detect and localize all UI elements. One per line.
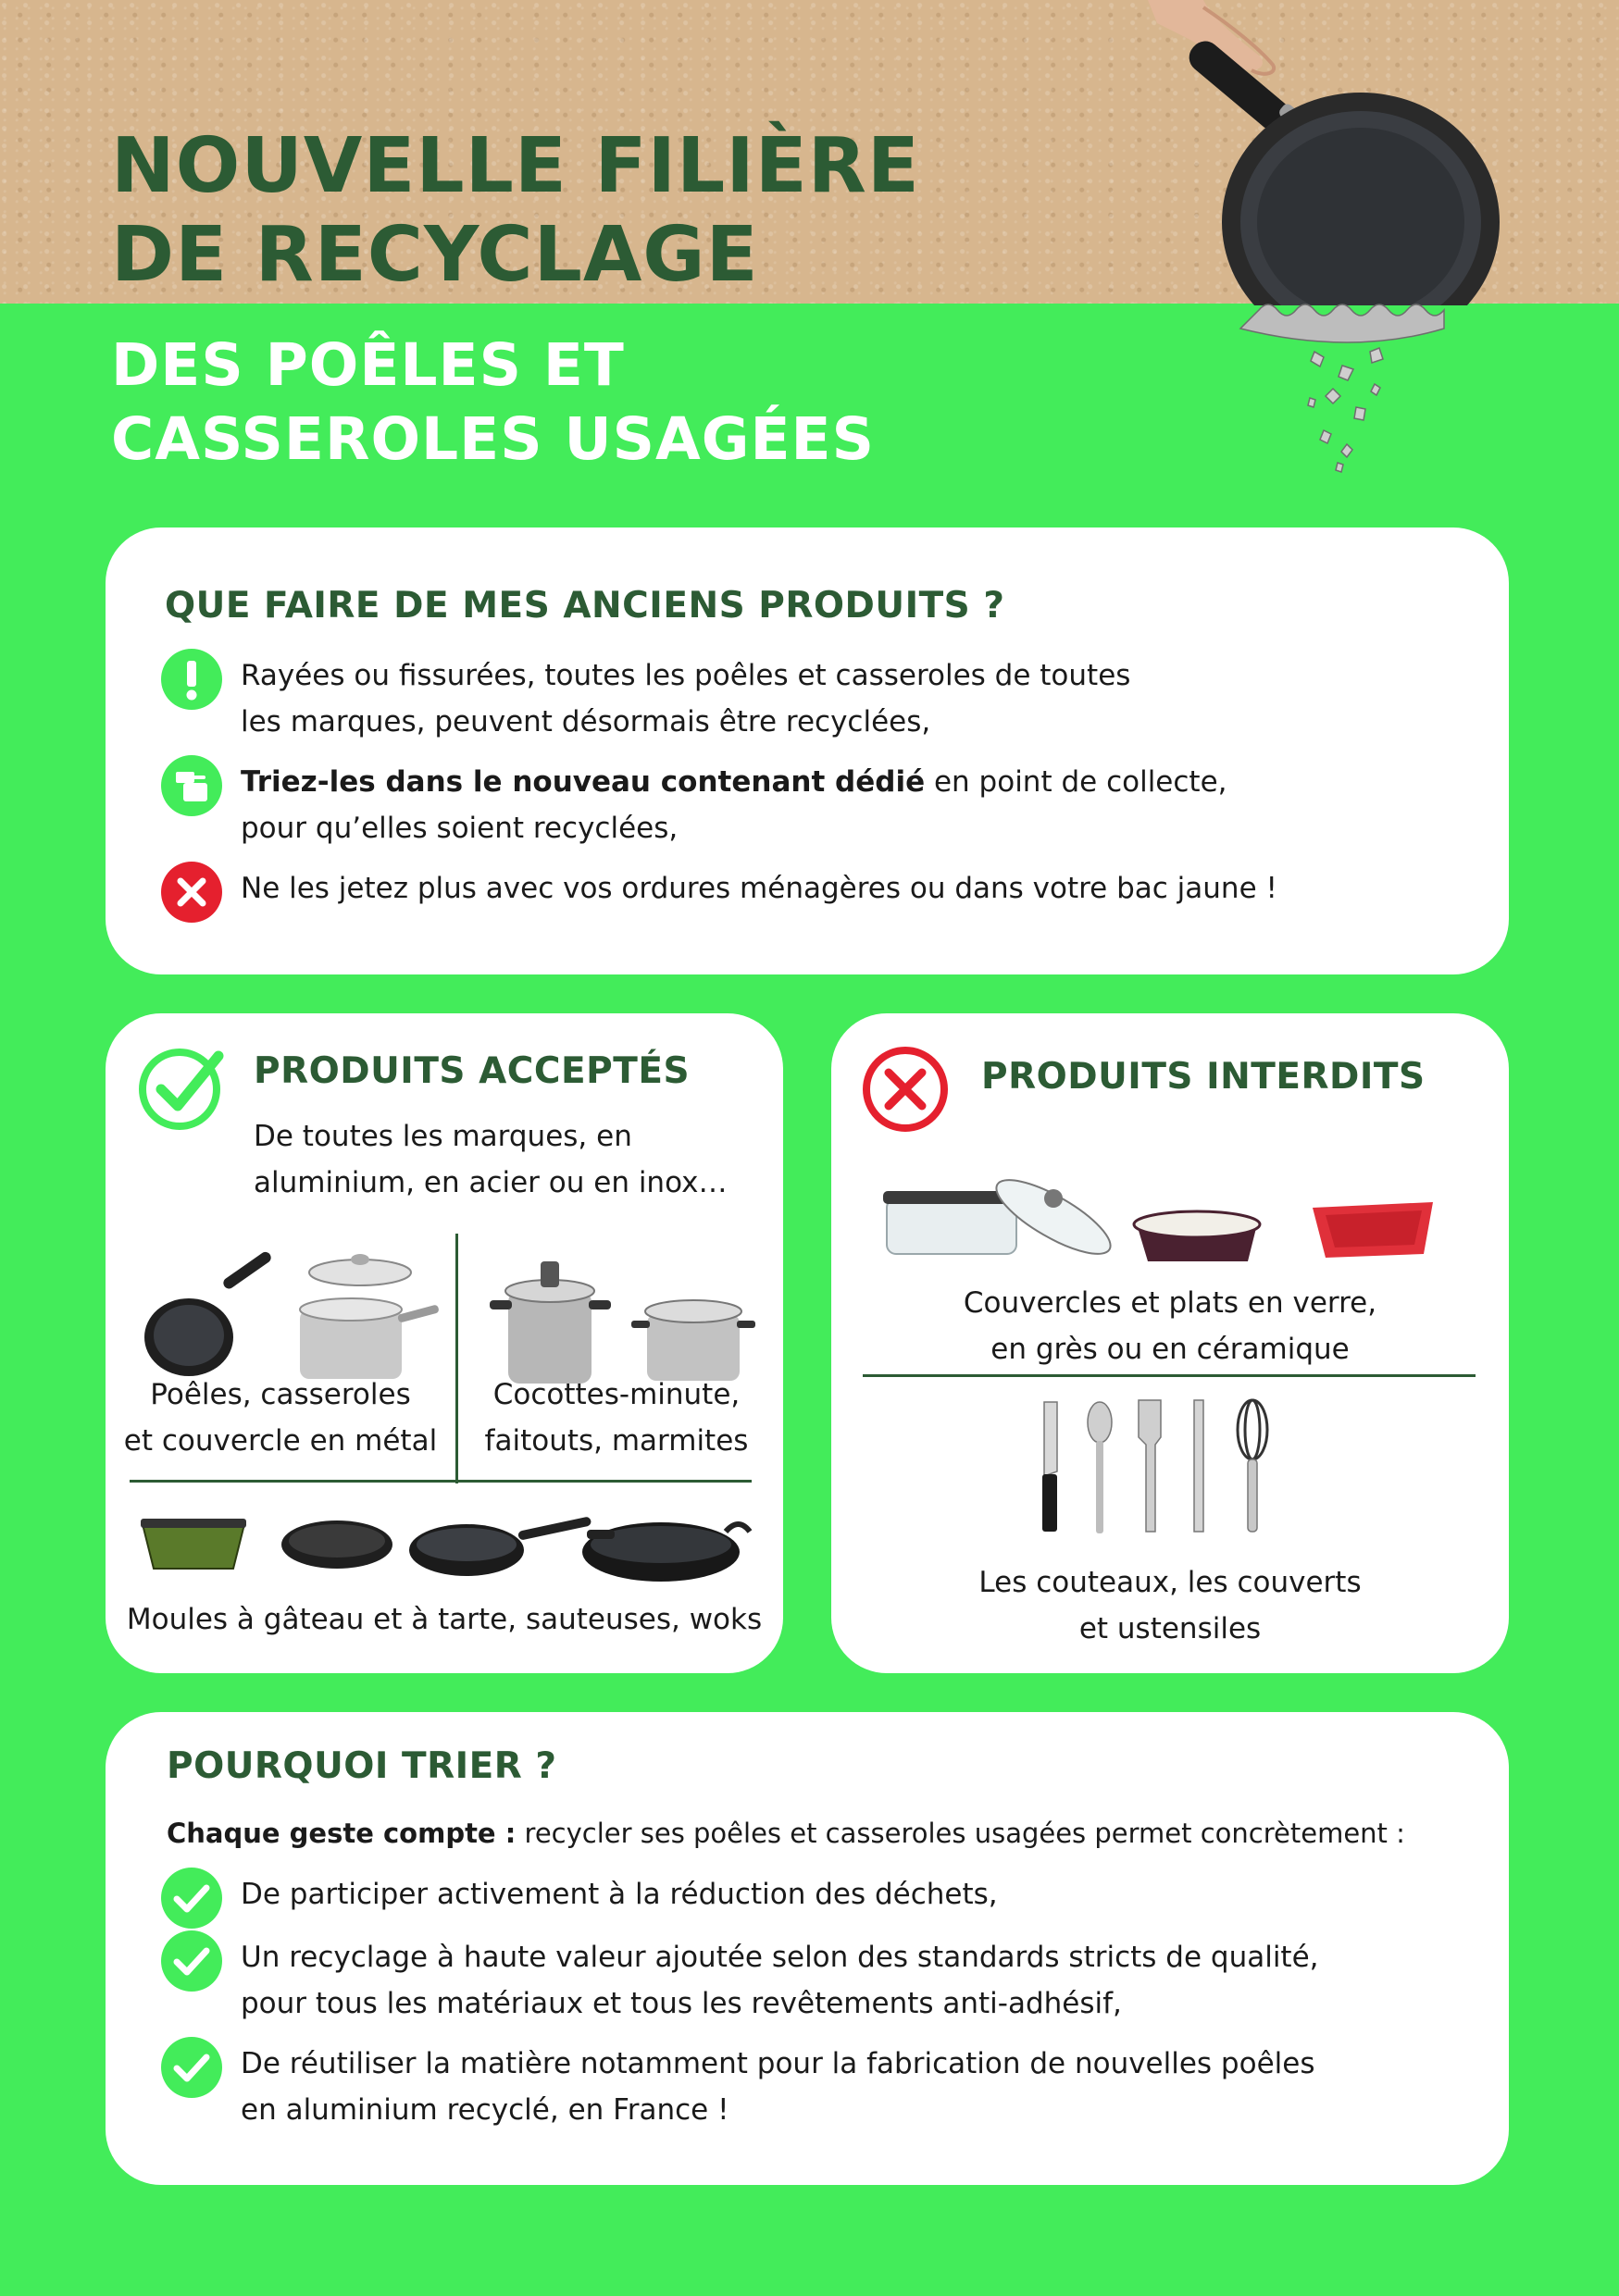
group2-caption	[458, 1371, 775, 1464]
accepted-products-card	[106, 1013, 783, 1673]
list-item-text	[241, 759, 1227, 851]
why-sort-card	[106, 1712, 1509, 2185]
list-item-text	[241, 1871, 998, 1917]
caption-line: et ustensiles	[1078, 1612, 1262, 1645]
horizontal-divider	[130, 1480, 752, 1483]
why-sort-title: POURQUOI TRIER ?	[167, 1745, 557, 1787]
pan-and-saucepan-image	[133, 1235, 439, 1393]
line-rest: en point de collecte,	[925, 765, 1227, 799]
list-item	[161, 1871, 998, 1929]
forbidden-title: PRODUITS INTERDITS	[981, 1056, 1426, 1098]
caption-line: faitouts, marmites	[484, 1424, 749, 1458]
list-item-line: pour tous les matériaux et tous les revêtements anti-adhésif,	[241, 1987, 1122, 2020]
check-icon	[161, 1868, 222, 1929]
molds-sauteuse-wok-image	[133, 1504, 763, 1587]
list-item-text	[241, 2041, 1315, 2133]
caption-line: Les couteaux, les couverts	[978, 1566, 1362, 1599]
check-circle-icon	[137, 1043, 226, 1132]
list-item-text	[241, 865, 1277, 912]
what-to-do-title: QUE FAIRE DE MES ANCIENS PRODUITS ?	[165, 585, 1005, 627]
knives-cutlery-utensils-image	[1016, 1393, 1331, 1541]
list-item-line: Ne les jetez plus avec vos ordures ménagères ou dans votre bac jaune !	[241, 872, 1277, 905]
list-item-text	[241, 652, 1130, 745]
what-to-do-card	[106, 527, 1509, 974]
check-icon	[161, 1930, 222, 1992]
list-item	[161, 652, 1130, 745]
exclamation-icon	[161, 649, 222, 710]
caption-line: et couvercle en métal	[123, 1424, 438, 1458]
caption-line: Poêles, casseroles	[150, 1378, 411, 1411]
page-subtitle	[111, 329, 875, 477]
forbidden-group1-caption	[831, 1280, 1509, 1372]
list-item	[161, 865, 1277, 923]
list-item-line: les marques, peuvent désormais être recyclées,	[241, 705, 931, 738]
sort-bin-icon	[161, 755, 222, 816]
list-item	[161, 759, 1227, 851]
cross-icon	[161, 862, 222, 923]
subtitle-line-1: DES POÊLES ET	[111, 331, 625, 399]
cross-circle-icon	[861, 1045, 950, 1134]
title-line-1: NOUVELLE FILIÈRE	[111, 122, 920, 210]
list-item-line: en aluminium recyclé, en France !	[241, 2093, 729, 2127]
list-item-line: Rayées ou fissurées, toutes les poêles et casseroles de toutes	[241, 659, 1131, 692]
intro-line: De toutes les marques, en	[254, 1120, 632, 1153]
group3-caption: Moules à gâteau et à tarte, sauteuses, woks	[126, 1603, 763, 1636]
list-item-text	[241, 1934, 1319, 2027]
caption-line: Couvercles et plats en verre,	[963, 1286, 1377, 1320]
why-sort-lead	[167, 1810, 1405, 1856]
subtitle-line-2: CASSEROLES USAGÉES	[111, 405, 875, 473]
lead-rest: recycler ses poêles et casseroles usagées permet concrètement :	[516, 1818, 1405, 1849]
caption-line: en grès ou en céramique	[990, 1333, 1350, 1366]
bold-phrase: Triez-les dans le nouveau contenant dédié	[241, 765, 926, 799]
list-item-line	[241, 759, 1227, 805]
group1-caption	[106, 1371, 455, 1464]
list-item-line: De participer activement à la réduction des déchets,	[241, 1878, 998, 1911]
list-item-line: pour qu’elles soient recyclées,	[241, 812, 679, 845]
list-item-line: De réutiliser la matière notamment pour la fabrication de nouvelles poêles	[241, 2047, 1315, 2080]
glass-ceramic-dishes-image	[878, 1152, 1470, 1272]
forbidden-group2-caption	[831, 1559, 1509, 1652]
hand-holding-pan-illustration	[1148, 0, 1500, 481]
list-item-line: Un recyclage à haute valeur ajoutée selon des standards stricts de qualité,	[241, 1941, 1319, 1974]
horizontal-divider	[863, 1374, 1476, 1377]
accepted-intro	[254, 1113, 727, 1206]
check-icon	[161, 2037, 222, 2098]
title-line-2: DE RECYCLAGE	[111, 211, 759, 299]
pressure-cooker-and-stockpot-image	[476, 1235, 763, 1393]
forbidden-products-card	[831, 1013, 1509, 1673]
list-item	[161, 2041, 1315, 2133]
page-title	[111, 122, 920, 300]
caption-line: Cocottes-minute,	[492, 1378, 741, 1411]
list-item	[161, 1934, 1319, 2027]
intro-line: aluminium, en acier ou en inox…	[254, 1166, 728, 1199]
accepted-title: PRODUITS ACCEPTÉS	[254, 1050, 691, 1092]
lead-bold: Chaque geste compte :	[167, 1818, 517, 1849]
